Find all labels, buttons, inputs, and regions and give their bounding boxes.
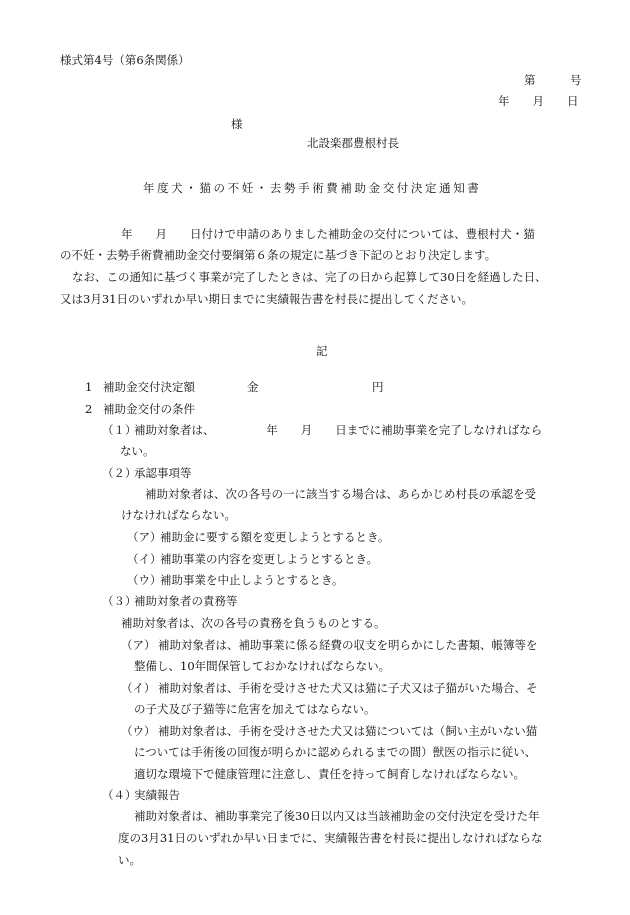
condition4-line1: 補助対象者は、補助事業完了後30日以内又は当該補助金の交付決定を受けた年 [134, 809, 540, 823]
condition2-a-label: （ア） [127, 530, 162, 544]
item1-label: 補助金交付決定額 [103, 380, 195, 394]
issuer-name: 北設楽郡豊根村長 [307, 136, 399, 150]
condition3-u-line1: 補助対象者は、手術を受けさせた犬又は猫については（飼い主がいない猫 [158, 724, 538, 738]
condition1-line2: ない。 [120, 444, 155, 458]
condition2-u-label: （ウ） [127, 573, 162, 587]
item1-number: 1 [85, 380, 93, 394]
body-para2-line2: 又は3月31日のいずれか早い期日までに実績報告書を村長に提出してください。 [60, 292, 473, 306]
condition2-i-text: 補助事業の内容を変更しようとするとき。 [160, 552, 379, 566]
condition3-u-line2: については手術後の回復が明らかに認められるまでの間）獣医の指示に従い、 [134, 745, 537, 759]
condition2-heading: 承認事項等 [134, 466, 192, 480]
document-number-line: 第 号 [524, 73, 582, 87]
condition3-u-label: （ウ） [121, 724, 156, 738]
item2-number: 2 [85, 402, 93, 416]
condition1-number: （１） [102, 423, 137, 437]
condition4-line3: い。 [118, 853, 141, 867]
body-para1-line2: の不妊・去勢手術費補助金交付要綱第６条の規定に基づき下記のとおり決定します。 [60, 248, 497, 262]
condition3-a-line1: 補助対象者は、補助事業に係る経費の収支を明らかにした書類、帳簿等を [158, 638, 538, 652]
condition2-u-text: 補助事業を中止しようとするとき。 [160, 573, 344, 587]
condition4-heading: 実績報告 [134, 788, 180, 802]
ki-marker: 記 [316, 344, 328, 358]
addressee-suffix: 様 [231, 117, 243, 131]
condition2-intro-line2: けなければならない。 [121, 508, 236, 522]
issue-date-line: 年 月 日 [498, 94, 579, 108]
form-label: 様式第4号（第6条関係） [60, 53, 190, 67]
body-para2-line1: なお、この通知に基づく事業が完了したときは、完了の日から起算して30日を経過した日、 [72, 270, 547, 284]
condition3-intro: 補助対象者は、次の各号の責務を負うものとする。 [121, 616, 386, 630]
condition3-i-line2: の子犬及び子猫等に危害を加えてはならない。 [134, 702, 376, 716]
condition3-heading: 補助対象者の責務等 [134, 594, 238, 608]
condition2-i-label: （イ） [127, 552, 162, 566]
item2-label: 補助金交付の条件 [103, 402, 195, 416]
condition2-a-text: 補助金に要する額を変更しようとするとき。 [160, 530, 390, 544]
condition4-number: （４） [102, 788, 137, 802]
body-para1-line1: 年 月 日付けで申請のありました補助金の交付については、豊根村犬・猫 [121, 227, 535, 241]
condition3-a-label: （ア） [121, 638, 156, 652]
document-title: 年度犬・猫の不妊・去勢手術費補助金交付決定通知書 [143, 181, 482, 195]
item1-unit: 円 [372, 380, 384, 394]
condition3-i-line1: 補助対象者は、手術を受けさせた犬又は猫に子犬又は子猫がいた場合、そ [158, 681, 538, 695]
item1-currency: 金 [247, 380, 259, 394]
condition3-number: （３） [102, 594, 137, 608]
condition3-a-line2: 整備し、10年間保管しておかなければならない。 [134, 659, 391, 673]
condition4-line2: 度の3月31日のいずれか早い日までに、実績報告書を村長に提出しなければならな [118, 831, 543, 845]
condition2-intro-line1: 補助対象者は、次の各号の一に該当する場合は、あらかじめ村長の承認を受 [145, 487, 536, 501]
condition2-number: （２） [102, 466, 137, 480]
condition3-u-line3: 適切な環境下で健康管理に注意し、責任を持って飼育しなければならない。 [134, 767, 525, 781]
condition3-i-label: （イ） [121, 681, 156, 695]
condition1-line1: 補助対象者は、 年 月 日までに補助事業を完了しなければなら [134, 423, 543, 437]
